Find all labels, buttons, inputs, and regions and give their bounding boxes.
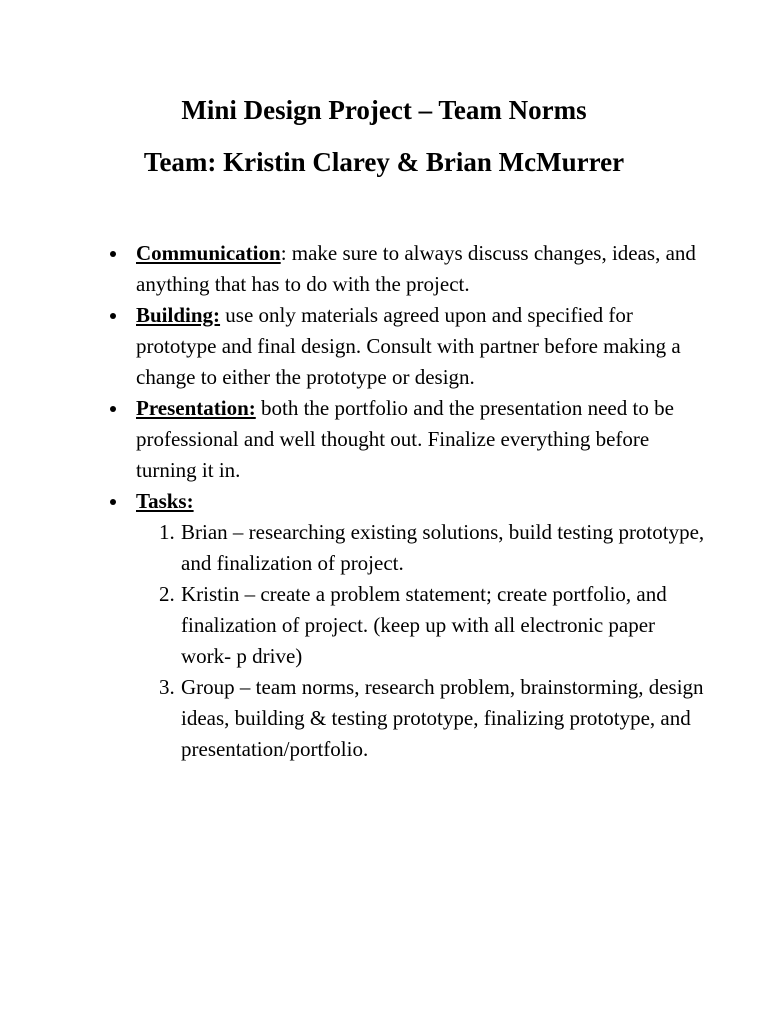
task-text: Brian – researching existing solutions, build testing prototype, and finalization of project. <box>181 520 705 575</box>
norm-text: make sure to always discuss changes, ideas, and anything that has to do with the project. <box>136 241 696 296</box>
document-title: Mini Design Project – Team Norms <box>181 95 587 125</box>
bullet-icon <box>108 393 128 424</box>
team-line: Team: Kristin Clarey & Brian McMurrer <box>143 147 625 177</box>
task-text: Kristin – create a problem statement; create portfolio, and finalization of project. (keep up with all electronic paper work- p drive) <box>181 582 667 668</box>
bullet-icon <box>108 238 128 269</box>
task-list <box>136 517 708 765</box>
bullet-icon <box>108 486 128 517</box>
task-number: 2. <box>159 582 175 606</box>
norm-communication <box>108 238 708 300</box>
task-number: 3. <box>159 675 175 699</box>
norm-tasks <box>108 486 708 765</box>
norm-label: Presentation: <box>136 396 256 420</box>
team-norms-list <box>108 238 708 765</box>
norm-presentation <box>108 393 708 486</box>
task-item-kristin <box>136 579 708 672</box>
norm-label: Building: <box>136 303 221 327</box>
norm-label: Communication <box>136 241 281 265</box>
task-text: Group – team norms, research problem, brainstorming, design ideas, building & testing prototype, finalizing prototype, and presentation/portfolio. <box>181 675 704 761</box>
norm-label: Tasks: <box>136 489 194 513</box>
task-item-group <box>136 672 708 765</box>
norm-text: use only materials agreed upon and specified for prototype and final design. Consult with partner before making a change to either the prototype or design. <box>136 303 681 389</box>
norm-building <box>108 300 708 393</box>
task-number: 1. <box>159 520 175 544</box>
bullet-icon <box>108 300 128 331</box>
task-item-brian <box>136 517 708 579</box>
norm-text: both the portfolio and the presentation need to be professional and well thought out. Finalize everything before turning it in. <box>136 396 674 482</box>
norm-label-suffix: : <box>280 241 287 265</box>
